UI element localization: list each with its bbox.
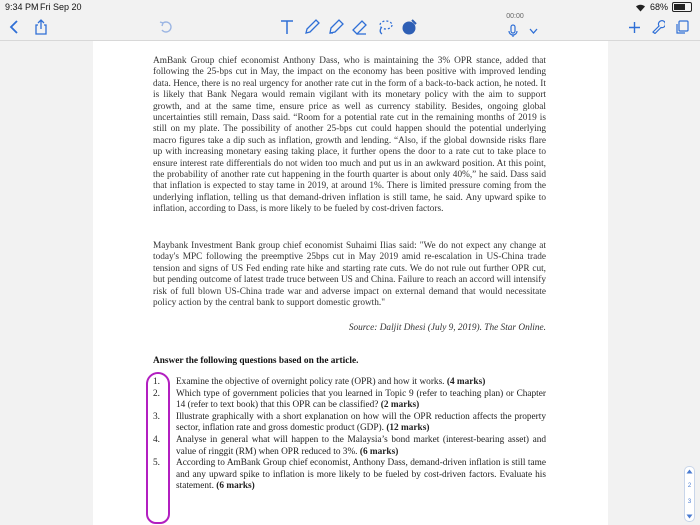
status-date: Fri Sep 20 bbox=[40, 2, 82, 12]
wrench-icon bbox=[651, 20, 665, 34]
question-item bbox=[153, 377, 546, 389]
page-number-2[interactable]: 2 bbox=[687, 483, 692, 490]
question-number: 4. bbox=[153, 434, 160, 445]
question-number: 5. bbox=[153, 458, 160, 469]
questions-heading: Answer the following questions based on the article. bbox=[153, 356, 359, 366]
pen-icon bbox=[303, 18, 321, 36]
question-text: Illustrate graphically with a short explanation on how will the OPR reduction affects the property sector, inflation rate and gross domestic product (GDP). (12 marks) bbox=[176, 411, 546, 434]
share-icon bbox=[34, 19, 48, 35]
question-marks: (2 marks) bbox=[380, 400, 420, 411]
article-paragraph-2: Maybank Investment Bank group chief economist Suhaimi Ilias said: "We do not expect any change at today's MPC following the preemptive 25bps cut in May 2019 amid re-escalation in US-China trade tension and signs of US Fed ending rate hike and starting rate cuts. We do not rule out further OPR cut, but pending outcome of latest trade truce between US and China. Failure to reach an accord will intensify risk of full blown US-China trade war and adverse impact on external demand that would necessitate policy action by the central bank to support domestic growth." bbox=[153, 241, 546, 309]
question-text: According to AmBank Group chief economist, Anthony Dass, demand-driven inflation is still tame and any upward spike to inflation is more likely to be fueled by cost-driven factors. Evaluate his statement. (6 marks) bbox=[176, 458, 546, 492]
status-time: 9:34 PM bbox=[5, 2, 39, 12]
article-paragraph-1: AmBank Group chief economist Anthony Dass, who is maintaining the 3% OPR stance, added that following the 25-bps cut in May, the impact on the economy has been positive with improved lending data. Hence, there is no real urgency for another rate cut in the form of a back-to-back action, he noted. It is likely that Bank Negara would remain vigilant with its monetary policy with the aim to support growth, and at the same time, ensure price as well as currency stability. Besides, ongoing global uncertainties still remain, Dass said. “Room for a potential rate cut in the remaining months of 2019 is still on my plate. The possibility of another 25-bps cut could happen should the potential underlying macro figures take a dip such as inflation, growth and lending. “Also, if the global downside risks flare up with increasing monetary easing taking place, it further opens the door to a rate cut to take place to ensure interest rate differentials do not widen too much and put us in an awkward position. At this point, the probability of another rate cut happening in the fourth quarter is about only 40%,” he said. Dass said that inflation is expected to stay tame in 2019, at around 1%. There is limited pressure coming from the underlying inflation, telling us that demand-driven inflation is still tame, he said. Any upward spike to inflation, according to Dass, is more likely to be fueled by cost-driven factors. bbox=[153, 56, 546, 215]
color-picker-button[interactable] bbox=[399, 16, 419, 38]
pages-icon bbox=[676, 20, 689, 34]
question-marks: (6 marks) bbox=[216, 481, 255, 492]
recording-menu-button[interactable] bbox=[527, 20, 539, 42]
pen-color-icon bbox=[400, 18, 418, 36]
plus-icon bbox=[628, 21, 641, 34]
highlighter-tool-button[interactable] bbox=[326, 16, 346, 38]
undo-icon bbox=[159, 20, 173, 34]
eraser-tool-button[interactable] bbox=[350, 16, 370, 38]
eraser-icon bbox=[351, 18, 369, 36]
undo-button[interactable] bbox=[157, 16, 175, 38]
question-number: 1. bbox=[153, 377, 160, 387]
lasso-icon bbox=[376, 18, 394, 36]
add-button[interactable] bbox=[626, 16, 642, 38]
question-number: 3. bbox=[153, 411, 160, 422]
article-source: Source: Daljit Dhesi (July 9, 2019). The Star Online. bbox=[348, 323, 546, 333]
text-tool-icon bbox=[280, 19, 294, 35]
microphone-button[interactable] bbox=[505, 20, 521, 42]
battery-icon bbox=[672, 2, 692, 12]
question-item bbox=[153, 458, 546, 493]
question-marks: (4 marks) bbox=[446, 377, 486, 387]
microphone-icon bbox=[508, 24, 518, 38]
question-text: Which type of government policies that you learned in Topic 9 (refer to teaching plan) or Chapter 14 (refer to text book) that this OPR can be classified? (2 marks) bbox=[176, 388, 546, 411]
page-up-icon bbox=[686, 469, 693, 474]
page-number-3[interactable]: 3 bbox=[687, 498, 692, 505]
pages-button[interactable] bbox=[674, 16, 690, 38]
page-navigator[interactable] bbox=[684, 466, 695, 522]
page-down-icon bbox=[686, 514, 693, 519]
share-button[interactable] bbox=[32, 16, 50, 38]
text-tool-button[interactable] bbox=[278, 16, 296, 38]
back-button[interactable] bbox=[6, 16, 22, 38]
question-text: Analyse in general what will happen to the Malaysia’s bond market (interest-bearing asset) and value of ringgit (RM) when OPR reduced to 3%. (6 marks) bbox=[176, 434, 546, 457]
ink-annotation-oval[interactable] bbox=[146, 372, 170, 524]
battery-percent: 68% bbox=[649, 2, 668, 12]
highlighter-icon bbox=[327, 18, 345, 36]
status-bar bbox=[0, 0, 700, 14]
question-text: Examine the objective of overnight policy rate (OPR) and how it works. (4 marks) bbox=[176, 377, 486, 387]
question-item bbox=[153, 435, 546, 458]
chevron-left-icon bbox=[9, 20, 19, 34]
question-item bbox=[153, 412, 546, 435]
question-list bbox=[153, 377, 546, 493]
question-marks: (12 marks) bbox=[386, 423, 430, 434]
chevron-down-icon bbox=[529, 28, 538, 34]
settings-button[interactable] bbox=[650, 16, 666, 38]
lasso-tool-button[interactable] bbox=[375, 16, 395, 38]
recording-timer: 00:00 bbox=[506, 13, 524, 20]
document-page[interactable] bbox=[93, 41, 608, 525]
pen-tool-button[interactable] bbox=[302, 16, 322, 38]
question-item bbox=[153, 389, 546, 412]
status-right bbox=[635, 2, 692, 12]
question-marks: (6 marks) bbox=[359, 446, 399, 457]
wifi-icon bbox=[635, 3, 646, 12]
toolbar bbox=[0, 14, 700, 41]
question-number: 2. bbox=[153, 388, 160, 399]
